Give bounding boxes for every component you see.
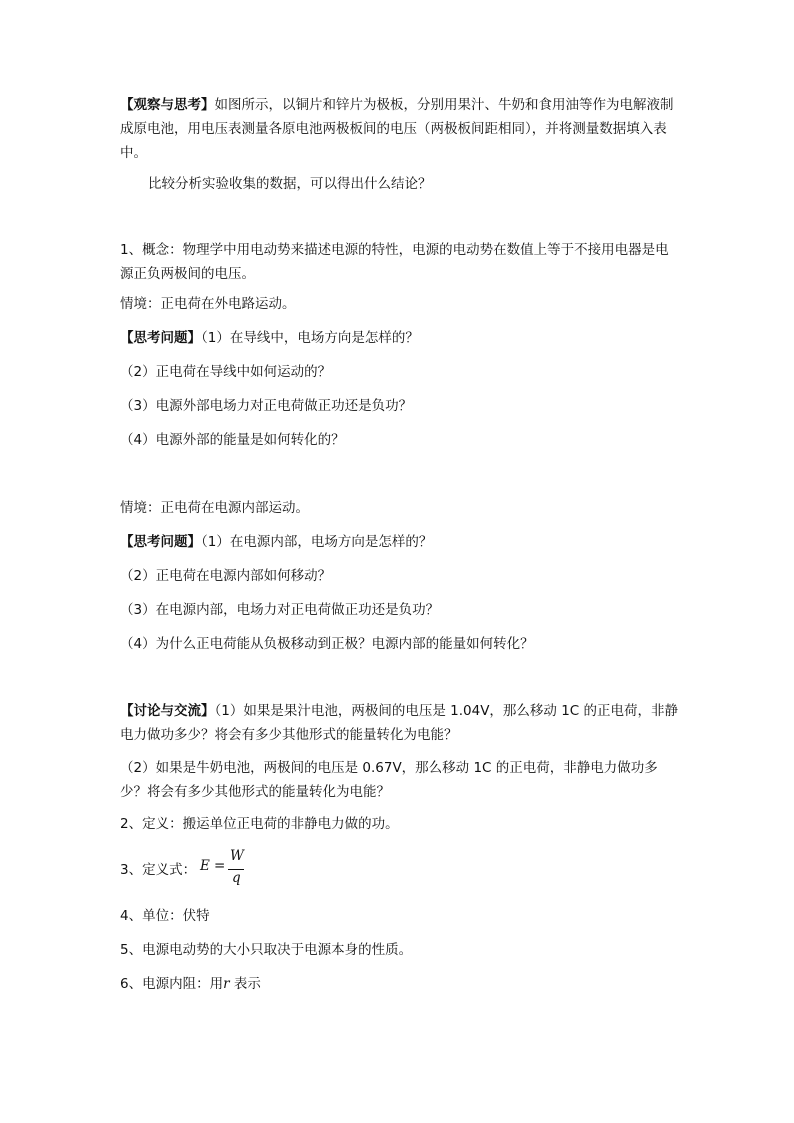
situation2-question-1 [120,530,680,554]
internal-resistance-line [120,972,680,996]
formula-denominator: q [232,870,241,886]
situation1-q1-text: （1）在导线中，电场方向是怎样的？ [201,330,419,346]
observe-paragraph [120,93,680,165]
discuss-q1-text: （1）如果是果汁电池，两极间的电压是 1.04V，那么移动 1C 的正电荷，非静电力做功多少？将会有多少其他形式的能量转化为电能？ [120,703,679,743]
situation1-question-tag: 【思考问题】 [120,330,201,346]
internal-resistance-prefix: 6、电源内阻：用 [120,976,224,992]
situation2-question-3: （3）在电源内部，电场力对正电荷做正功还是负功？ [120,602,440,618]
discuss-question-2: （2）如果是牛奶电池，两极间的电压是 0.67V，那么移动 1C 的正电荷，非静电力做功多少？将会有多少其他形式的能量转化为电能？ [120,760,658,800]
formula-label: 3、定义式： [120,862,197,878]
compare-question: 比较分析实验收集的数据，可以得出什么结论？ [148,176,432,192]
situation2-title: 情境：正电荷在电源内部运动。 [120,500,309,516]
discuss-question-1 [120,699,680,747]
unit-line: 4、单位：伏特 [120,908,210,924]
observe-tag: 【观察与思考】 [120,97,215,113]
formula-equals: = [214,858,226,874]
emf-formula [200,848,270,892]
situation2-question-2: （2）正电荷在电源内部如何移动？ [120,568,332,584]
concept-paragraph: 1、概念：物理学中用电动势来描述电源的特性，电源的电动势在数值上等于不接用电器是电源正负两极间的电压。 [120,242,669,282]
discuss-tag: 【讨论与交流】 [120,703,215,719]
situation2-question-4: （4）为什么正电荷能从负极移动到正极？电源内部的能量如何转化？ [120,636,534,652]
situation1-question-3: （3）电源外部电场力对正电荷做正功还是负功？ [120,398,413,414]
internal-resistance-suffix: 表示 [229,976,261,992]
situation1-title: 情境：正电荷在外电路运动。 [120,296,296,312]
situation2-q1-text: （1）在电源内部，电场方向是怎样的？ [201,534,433,550]
definition-line: 2、定义：搬运单位正电荷的非静电力做的功。 [120,816,399,832]
observe-text: 如图所示，以铜片和锌片为极板，分别用果汁、牛奶和食用油等作为电解液制成原电池，用电压表测量各原电池两极板间的电压（两极板间距相同），并将测量数据填入表中。 [120,97,674,161]
situation1-question-1 [120,326,680,350]
formula-numerator: W [230,848,244,864]
emf-property-line: 5、电源电动势的大小只取决于电源本身的性质。 [120,942,413,958]
situation1-question-4: （4）电源外部的能量是如何转化的？ [120,432,345,448]
internal-resistance-symbol: r [223,976,230,992]
situation2-question-tag: 【思考问题】 [120,534,201,550]
situation1-question-2: （2）正电荷在导线中如何运动的？ [120,364,332,380]
formula-lhs: E [200,858,210,874]
